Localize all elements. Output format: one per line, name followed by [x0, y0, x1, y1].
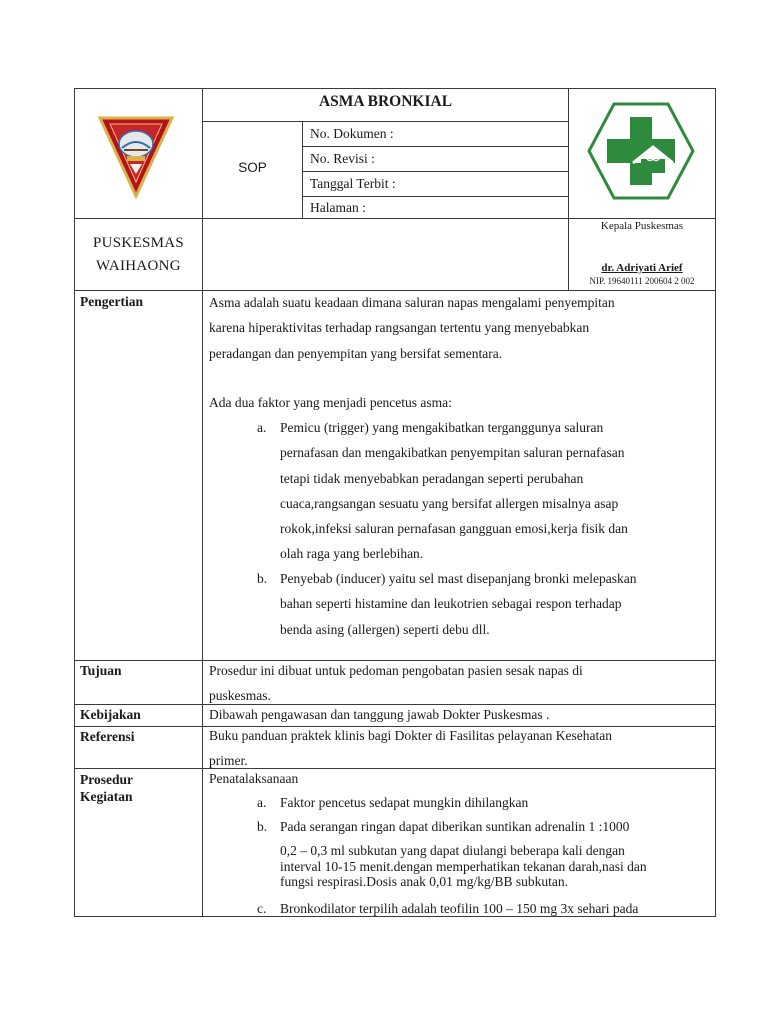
referensi-text	[209, 723, 709, 774]
text-line: interval 10-15 menit.dengan memperhatikan tekanan darah,nasi dan	[280, 858, 647, 874]
factor-intro: Ada dua faktor yang menjadi pencetus asma:	[209, 395, 452, 410]
pengertian-intro	[209, 290, 709, 366]
regional-emblem-logo	[96, 112, 176, 200]
text-line: rokok,infeksi saluran pernafasan gangguan emosi,kerja fisik dan	[280, 521, 628, 537]
text-line: bahan seperti histamine dan leukotrien sebagai respon terhadap	[280, 596, 622, 612]
puskesmas-cross-icon	[587, 101, 695, 201]
kebijakan-text: Dibawah pengawasan dan tanggung jawab Dokter Puskesmas .	[209, 707, 550, 722]
prosedur-item-c-marker: c.	[257, 901, 267, 916]
label-kebijakan: Kebijakan	[80, 707, 141, 722]
text-line: benda asing (allergen) seperti debu dll.	[280, 621, 490, 637]
prosedur-item-a-marker: a.	[257, 795, 267, 810]
head-nip: NIP. 19640111 200604 2 002	[589, 276, 695, 286]
text-line: Prosedur ini dibuat untuk pedoman pengobatan pasien sesak napas di	[209, 663, 583, 678]
field-halaman: Halaman :	[310, 200, 366, 215]
label-line: Prosedur	[80, 772, 133, 787]
text-line: primer.	[209, 753, 248, 769]
text-line: Pemicu (trigger) yang mengakibatkan terganggunya saluran	[280, 420, 604, 435]
item-a-text	[280, 415, 710, 567]
text-line: Buku panduan praktek klinis bagi Dokter di Fasilitas pelayanan Kesehatan	[209, 728, 613, 743]
label-prosedur-kegiatan	[80, 771, 133, 805]
text-line: puskesmas.	[209, 688, 271, 704]
prosedur-item-b-continuation	[280, 843, 647, 890]
head-title: Kepala Puskesmas	[600, 220, 684, 232]
item-b-marker: b.	[257, 571, 268, 586]
field-no-dokumen: No. Dokumen :	[310, 126, 394, 141]
label-referensi: Referensi	[80, 729, 135, 744]
item-b-text	[280, 566, 710, 642]
item-a-marker: a.	[257, 420, 267, 435]
prosedur-item-a-text: Faktor pencetus sedapat mungkin dihilangkan	[280, 795, 529, 810]
prosedur-item-b-text: Pada serangan ringan dapat diberikan suntikan adrenalin 1 :1000	[280, 819, 630, 834]
text-line: cuaca,rangsangan sesuatu yang bersifat allergen misalnya asap	[280, 495, 619, 511]
org-name	[75, 232, 202, 278]
text-line: peradangan dan penyempitan yang bersifat sementara.	[209, 345, 503, 361]
puskesmas-logo	[587, 101, 695, 201]
field-tanggal-terbit: Tanggal Terbit :	[310, 176, 396, 191]
sop-label: SOP	[238, 160, 267, 175]
text-line: Asma adalah suatu keadaan dimana saluran napas mengalami penyempitan	[209, 295, 615, 310]
text-line: karena hiperaktivitas terhadap rangsangan tertentu yang menyebabkan	[209, 320, 590, 336]
text-line: Penyebab (inducer) yaitu sel mast disepanjang bronki melepaskan	[280, 571, 637, 586]
head-name: dr. Adriyati Arief	[601, 262, 683, 274]
text-line: fungsi respirasi.Dosis anak 0,01 mg/kg/BB subkutan.	[280, 874, 568, 889]
org-name-line-2: WAIHAONG	[96, 258, 181, 274]
text-line: pernafasan dan mengakibatkan penyempitan saluran pernafasan	[280, 445, 625, 461]
tujuan-text	[209, 658, 709, 709]
prosedur-item-c-text: Bronkodilator terpilih adalah teofilin 100 – 150 mg 3x sehari pada	[280, 901, 639, 916]
label-tujuan: Tujuan	[80, 663, 122, 678]
text-line: 0,2 – 0,3 ml subkutan yang dapat diulangi beberapa kali dengan	[280, 843, 625, 858]
label-line: Kegiatan	[80, 789, 133, 804]
emblem-shield-icon	[96, 112, 176, 200]
prosedur-heading: Penatalaksanaan	[209, 771, 299, 786]
org-name-line-1: PUSKESMAS	[92, 235, 185, 251]
text-line: tetapi tidak menyebabkan peradangan seperti perubahan	[280, 470, 584, 486]
label-pengertian: Pengertian	[80, 294, 143, 309]
field-no-revisi: No. Revisi :	[310, 151, 375, 166]
prosedur-item-b-marker: b.	[257, 819, 268, 834]
text-line: olah raga yang berlebihan.	[280, 546, 424, 562]
document-title: ASMA BRONKIAL	[318, 93, 453, 110]
